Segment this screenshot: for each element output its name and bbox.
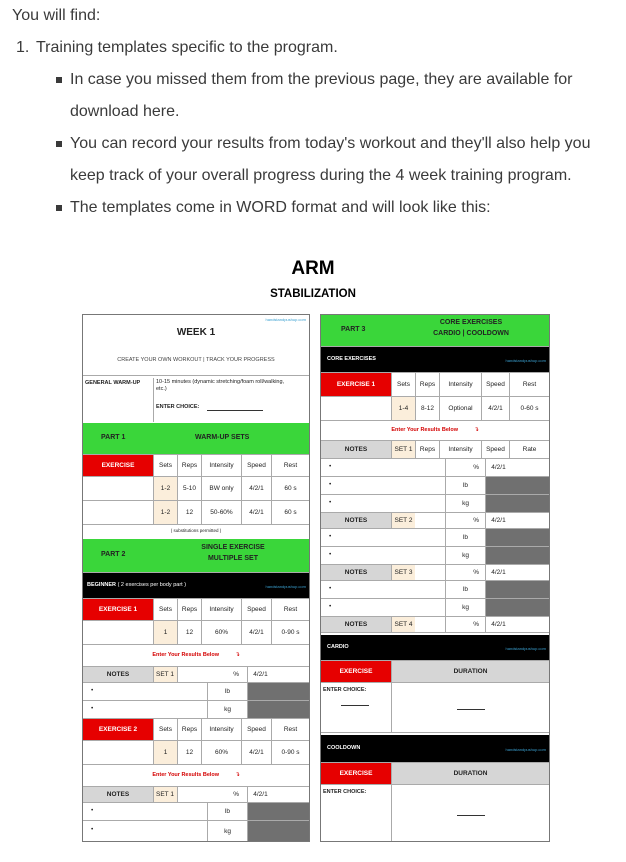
site-url: handstandpushup.com [505, 747, 546, 752]
speed-value: 4/2/1 [485, 617, 511, 632]
lb-row [321, 477, 549, 495]
set2-row [321, 513, 549, 529]
notes-header: NOTES [321, 617, 391, 632]
week-row [83, 315, 309, 345]
cell-sets: 1-4 [391, 397, 415, 420]
enter-choice-label: ENTER CHOICE: [323, 687, 367, 693]
left-sheet [82, 314, 310, 842]
cardio-label: CARDIO [327, 644, 349, 650]
arrow-down-icon: ↴ [474, 427, 479, 433]
list-number: 1. [16, 39, 30, 56]
exercise-input[interactable] [83, 621, 153, 644]
part1-label: PART 1 [101, 434, 126, 441]
set1-label: SET 1 [153, 667, 177, 682]
col-speed: Speed [481, 441, 509, 458]
notes-header: NOTES [83, 787, 153, 802]
bullet-item [36, 128, 612, 192]
lb-label: lb [207, 683, 247, 700]
general-warmup-text: 10-15 minutes (dynamic stretching/foam roll/walking, etc.) [156, 379, 285, 392]
bullet-icon: • [91, 807, 94, 814]
part3-row [321, 315, 549, 347]
speed-value: 4/2/1 [485, 565, 511, 580]
kg-label: kg [207, 701, 247, 718]
shaded-cell [485, 495, 549, 512]
col-intensity: Intensity [439, 441, 481, 458]
col-reps: Reps [177, 599, 201, 620]
enter-results-row [321, 421, 549, 441]
exercise-input[interactable] [83, 501, 153, 524]
bullet-list [36, 64, 612, 224]
col-rest: Rest [271, 455, 309, 476]
intro-text [12, 0, 612, 224]
cooldown-row [321, 735, 549, 763]
col-reps: Reps [177, 719, 201, 740]
part3-label: PART 3 [341, 326, 366, 333]
set2-label: SET 2 [391, 513, 415, 528]
notes-header: NOTES [83, 667, 153, 682]
notes-header-row [321, 441, 549, 459]
duration-cell[interactable] [391, 683, 549, 732]
pct-label: % [445, 565, 485, 580]
cardio-entry-row [321, 683, 549, 733]
arrow-down-icon: ↴ [235, 652, 240, 658]
col-rate: Rate [509, 441, 549, 458]
notes-header: NOTES [321, 441, 391, 458]
site-url: handstandpushup.com [265, 317, 306, 322]
cell-speed: 4/2/1 [241, 501, 271, 524]
enter-choice-line[interactable] [341, 705, 369, 706]
exercise1-header-row [83, 599, 309, 621]
core-row [321, 397, 549, 421]
speed-value: 4/2/1 [247, 667, 273, 682]
speed-value: 4/2/1 [485, 513, 511, 528]
part2-label: PART 2 [101, 551, 126, 558]
col-sets: Sets [153, 455, 177, 476]
shaded-cell [247, 821, 309, 841]
cooldown-entry-row [321, 785, 549, 841]
bullet-icon: • [329, 481, 332, 488]
set3-row [321, 565, 549, 581]
set4-label: SET 4 [391, 617, 415, 632]
shaded-cell [247, 803, 309, 820]
cell-rest: 60 s [271, 501, 309, 524]
pct-label: % [177, 787, 247, 802]
kg-row [321, 599, 549, 617]
part1-row [83, 423, 309, 455]
set4-row [321, 617, 549, 633]
pct-label: % [445, 459, 485, 476]
template-title: ARM [291, 258, 335, 279]
core-exercises-row [321, 347, 549, 373]
exercise-header: EXERCISE [321, 763, 391, 784]
bullet-text: You can record your results from today's workout and they'll also help you keep track of your overall progress during the 4 week training program. [70, 135, 591, 184]
cell-rest: 0-90 s [271, 621, 309, 644]
cell-reps: 12 [177, 501, 201, 524]
kg-row [321, 547, 549, 565]
enter-choice-label: ENTER CHOICE: [323, 789, 367, 795]
pct-label: % [177, 667, 247, 682]
core-header-row [321, 373, 549, 397]
shaded-cell [247, 701, 309, 718]
cooldown-label: COOLDOWN [327, 745, 361, 751]
shaded-cell [485, 599, 549, 616]
kg-label: kg [207, 821, 247, 841]
col-intensity: Intensity [201, 455, 241, 476]
set3-label: SET 3 [391, 565, 415, 580]
cell-rest: 60 s [271, 477, 309, 500]
bullet-icon: • [91, 687, 94, 694]
col-sets: Sets [153, 719, 177, 740]
beginner-label: BEGINNER [87, 582, 117, 588]
part2-row [83, 539, 309, 573]
col-speed: Speed [481, 373, 509, 396]
cell-intensity: BW only [201, 477, 241, 500]
enter-results-label: Enter Your Results Below ↴ [152, 652, 240, 658]
exercise2-row [83, 741, 309, 765]
cardio-header-row [321, 661, 549, 683]
pct-label: % [445, 617, 485, 632]
enter-results-row [83, 765, 309, 787]
col-speed: Speed [241, 455, 271, 476]
numbered-list [12, 32, 612, 224]
col-intensity: Intensity [201, 719, 241, 740]
shaded-cell [485, 529, 549, 546]
bullet-icon: • [329, 585, 332, 592]
bullet-text: The templates come in WORD format and will look like this: [70, 199, 491, 216]
lb-label: lb [445, 581, 485, 598]
cooldown-header-row [321, 763, 549, 785]
list-item-text: Training templates specific to the program. [36, 39, 338, 56]
exercise1-header: EXERCISE 1 [83, 599, 153, 620]
exercise-header: EXERCISE [321, 661, 391, 682]
cell-reps: 8-12 [415, 397, 439, 420]
lb-row [321, 581, 549, 599]
cell-speed: 4/2/1 [241, 477, 271, 500]
col-rest: Rest [271, 719, 309, 740]
core-exercises-label: CORE EXERCISES [327, 356, 376, 362]
substitutions-row [83, 525, 309, 537]
intro-lead: You will find: [12, 7, 101, 24]
exercise2-header-row [83, 719, 309, 741]
enter-choice-label: ENTER CHOICE: [156, 404, 200, 410]
beginner-note: ( 2 exercises per body part ) [117, 582, 187, 588]
bullet-item [36, 64, 612, 128]
bullet-icon: • [329, 499, 332, 506]
cell-speed: 4/2/1 [241, 621, 271, 644]
col-reps: Reps [177, 455, 201, 476]
bullet-icon [56, 141, 62, 147]
enter-results-label: Enter Your Results Below ↴ [152, 772, 240, 778]
col-speed: Speed [241, 719, 271, 740]
pct-row [321, 459, 549, 477]
cardio-cooldown-title: CARDIO | COOLDOWN [433, 330, 509, 337]
bullet-icon: • [91, 705, 94, 712]
bullet-icon [56, 205, 62, 211]
col-sets: Sets [391, 373, 415, 396]
list-item-1 [12, 32, 612, 224]
duration-header: DURATION [391, 763, 549, 784]
exercise-input[interactable] [321, 397, 391, 420]
col-rest: Rest [271, 599, 309, 620]
bullet-text: In case you missed them from the previous page, they are available for download here. [70, 71, 573, 120]
beginner-row [83, 573, 309, 599]
bullet-icon: • [329, 463, 332, 470]
kg-label: kg [445, 495, 485, 512]
warmup-header-row [83, 455, 309, 477]
bullet-icon: • [91, 826, 94, 833]
notes-row [83, 667, 309, 683]
notes-header: NOTES [321, 513, 391, 528]
single-exercise-label: SINGLE EXERCISE [201, 544, 265, 551]
exercise-header: EXERCISE [83, 455, 153, 476]
cell-intensity: Optional [439, 397, 481, 420]
lb-row [321, 529, 549, 547]
exercise1-row [83, 621, 309, 645]
exercise1-header: EXERCISE 1 [321, 373, 391, 396]
col-speed: Speed [241, 599, 271, 620]
cell-intensity: 60% [201, 621, 241, 644]
lb-label: lb [207, 803, 247, 820]
general-warmup-row [83, 375, 309, 421]
substitutions-note: ( substitutions permitted ) [170, 528, 222, 533]
duration-cell[interactable] [391, 785, 549, 841]
cell-reps: 12 [177, 621, 201, 644]
set1-label: SET 1 [391, 441, 415, 458]
notes-row [83, 787, 309, 803]
cell-sets: 1-2 [153, 501, 177, 524]
create-row [83, 353, 309, 369]
cell-rest: 0-90 s [271, 741, 309, 764]
cell-sets: 1-2 [153, 477, 177, 500]
cell-speed: 4/2/1 [481, 397, 509, 420]
kg-row [83, 701, 309, 719]
warmup-sets-label: WARM-UP SETS [195, 434, 250, 441]
lb-label: lb [445, 529, 485, 546]
col-reps: Reps [415, 441, 439, 458]
right-sheet [320, 314, 550, 842]
kg-label: kg [445, 547, 485, 564]
kg-row [83, 821, 309, 841]
shaded-cell [247, 683, 309, 700]
core-exercises-title: CORE EXERCISES [439, 319, 503, 326]
kg-label: kg [445, 599, 485, 616]
cell-speed: 4/2/1 [241, 741, 271, 764]
shaded-cell [485, 581, 549, 598]
kg-row [321, 495, 549, 513]
general-warmup-label: GENERAL WARM-UP [85, 380, 141, 386]
warmup-row-1 [83, 477, 309, 501]
create-text: CREATE YOUR OWN WORKOUT | TRACK YOUR PROGRESS [117, 357, 275, 363]
lb-label: lb [445, 477, 485, 494]
site-url: handstandpushup.com [505, 358, 546, 363]
notes-header: NOTES [321, 565, 391, 580]
template-subtitle: STABILIZATION [270, 288, 356, 300]
col-intensity: Intensity [201, 599, 241, 620]
col-intensity: Intensity [439, 373, 481, 396]
cardio-row [321, 635, 549, 661]
duration-header: DURATION [391, 661, 549, 682]
enter-results-label: Enter Your Results Below ↴ [391, 427, 479, 433]
cell-reps: 5-10 [177, 477, 201, 500]
bullet-item [36, 192, 612, 224]
speed-value: 4/2/1 [247, 787, 273, 802]
lb-row [83, 683, 309, 701]
bullet-icon: • [329, 551, 332, 558]
shaded-cell [485, 477, 549, 494]
enter-results-row [83, 645, 309, 667]
week-title: WEEK 1 [176, 327, 216, 338]
cell-rest: 0-60 s [509, 397, 549, 420]
multiple-set-label: MULTIPLE SET [207, 555, 259, 562]
col-rest: Rest [509, 373, 549, 396]
shaded-cell [485, 547, 549, 564]
bullet-icon: • [329, 603, 332, 610]
warmup-row-2 [83, 501, 309, 525]
enter-choice-line[interactable] [207, 410, 263, 411]
bullet-icon: • [329, 533, 332, 540]
exercise-input[interactable] [83, 477, 153, 500]
cell-intensity: 60% [201, 741, 241, 764]
cell-intensity: 50-60% [201, 501, 241, 524]
site-url: handstandpushup.com [505, 646, 546, 651]
pct-label: % [445, 513, 485, 528]
col-sets: Sets [153, 599, 177, 620]
exercise2-header: EXERCISE 2 [83, 719, 153, 740]
speed-value: 4/2/1 [485, 459, 511, 476]
set1-label: SET 1 [153, 787, 177, 802]
arrow-down-icon: ↴ [235, 772, 240, 778]
bullet-icon [56, 77, 62, 83]
cell-sets: 1 [153, 621, 177, 644]
exercise-input[interactable] [83, 741, 153, 764]
site-url: handstandpushup.com [265, 584, 306, 589]
cell-reps: 12 [177, 741, 201, 764]
lb-row [83, 803, 309, 821]
col-reps: Reps [415, 373, 439, 396]
cell-sets: 1 [153, 741, 177, 764]
